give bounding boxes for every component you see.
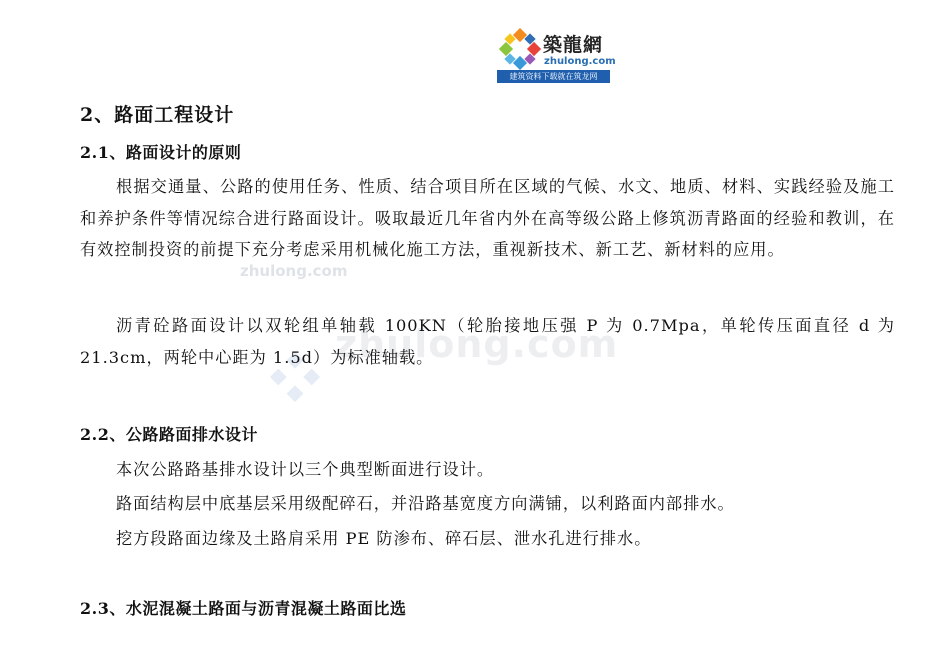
zhulong-logo <box>497 22 616 84</box>
subsection-2-2-line-2: 路面结构层中底基层采用级配碎石，并沿路基宽度方向满铺，以利路面内部排水。 <box>116 494 735 513</box>
watermark-small: zhulong.com <box>240 262 348 280</box>
logo-flower-icon <box>499 28 541 70</box>
logo-title: 築龍網 <box>543 34 604 56</box>
subsection-2-2-line-3: 挖方段路面边缘及土路肩采用 PE 防渗布、碎石层、泄水孔进行排水。 <box>116 529 652 548</box>
logo-domain: zhulong.com <box>544 56 616 67</box>
subsection-2-2-title: 2.2、公路路面排水设计 <box>80 425 258 444</box>
subsection-2-1-title: 2.1、路面设计的原则 <box>80 143 242 162</box>
watermark-large: zhulong.com <box>335 322 619 366</box>
subsection-2-3-title: 2.3、水泥混凝土路面与沥青混凝土路面比选 <box>80 599 407 618</box>
subsection-2-1-paragraph-2: 沥青砼路面设计以双轮组单轴载 100KN（轮胎接地压强 P 为 0.7Mpa，单轮传压面直径 d 为 21.3cm，两轮中心距为 1.5d）为标准轴载。 <box>80 316 895 367</box>
subsection-2-2-line-1: 本次公路路基排水设计以三个典型断面进行设计。 <box>116 460 495 479</box>
section-title: 2、路面工程设计 <box>80 104 235 126</box>
logo-slogan: 建筑资料下载就在筑龙网 <box>497 70 610 83</box>
subsection-2-1-paragraph-1: 根据交通量、公路的使用任务、性质、结合项目所在区域的气候、水文、地质、材料、实践经验及施工和养护条件等情况综合进行路面设计。吸取最近几年省内外在高等级公路上修筑沥青路面的经验和教训，在有效控制投资的前提下充分考虑采用机械化施工方法，重视新技术、新工艺、新材料的应用。 <box>80 177 895 259</box>
